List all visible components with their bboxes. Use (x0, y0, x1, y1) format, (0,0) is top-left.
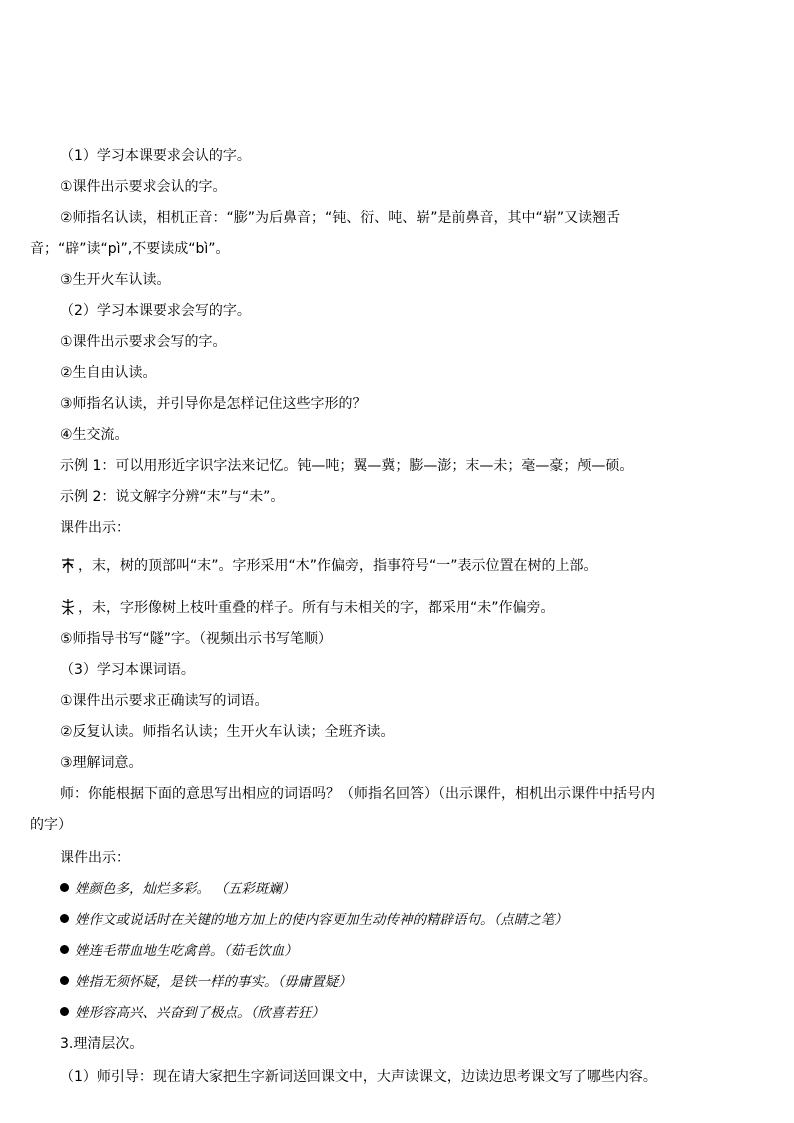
list-item (60, 1004, 325, 1022)
seal-script-mo-icon (60, 556, 76, 574)
section-heading: 3.理清层次。 (60, 1036, 144, 1052)
text-line: ①课件出示要求正确读写的词语。 (60, 693, 269, 709)
seal-mo-text: ，末，树的顶部叫“末”。字形采用“木”作偏旁，指事符号“一”表示位置在树的上部。 (78, 558, 598, 574)
text-line: 示例 2：说文解字分辨“末”与“未”。 (60, 489, 285, 505)
text-line: ④生交流。 (60, 427, 129, 443)
text-line: 的字） (30, 817, 72, 833)
text-line-with-seal-glyph (60, 556, 598, 575)
list-item-text: 㛗指无须怀疑，是铁一样的事实。（毋庸置疑） (75, 974, 352, 990)
text-line: ③师指名认读，并引导你是怎样记住这些字形的？ (60, 396, 367, 412)
list-item (60, 942, 298, 960)
text-line: （1）学习本课要求会认的字。 (60, 148, 251, 164)
seal-wei-text: ，未，字形像树上枝叶重叠的样子。所有与未相关的字，都采用“未”作偏旁。 (78, 600, 555, 616)
text-line: ②生自由认读。 (60, 365, 157, 381)
text-line: ⑤师指导书写“隧”字。（视频出示书写笔顺） (60, 631, 333, 647)
list-item-text: 㛗作文或说话时在关键的地方加上的使内容更加生动传神的精辟语句。（点睛之笔） (75, 912, 568, 928)
bullet-icon (60, 1007, 69, 1016)
list-item (60, 911, 568, 929)
text-line-with-seal-glyph (60, 598, 555, 617)
seal-script-wei-icon (60, 598, 76, 616)
text-line: ①课件出示要求会认的字。 (60, 179, 227, 195)
text-line: 音；“辟”读“pì”,不要读成“bì”。 (30, 241, 230, 257)
list-item (60, 880, 295, 898)
text-line: 师：你能根据下面的意思写出相应的词语吗？（师指名回答）（出示课件，相机出示课件中括号内 (60, 786, 655, 802)
text-line: ②反复认读。师指名认读；生开火车认读；全班齐读。 (60, 724, 395, 740)
bullet-icon (60, 945, 69, 954)
text-line: ③理解词意。 (60, 755, 143, 771)
bullet-icon (60, 883, 69, 892)
text-line: ③生开火车认读。 (60, 272, 171, 288)
list-item-text: 㛗形容高兴、兴奋到了极点。（欣喜若狂） (75, 1005, 325, 1021)
text-line: ①课件出示要求会写的字。 (60, 334, 227, 350)
text-line: 课件出示： (60, 850, 130, 866)
list-item (60, 973, 352, 991)
list-item-text: 㛗连毛带血地生吃禽兽。（茹毛饮血） (75, 943, 298, 959)
text-line: ②师指名认读，相机正音：“膨”为后鼻音；“钝、衍、吨、崭”是前鼻音，其中“崭”又读翘舌 (60, 210, 621, 226)
text-line: （2）学习本课要求会写的字。 (60, 303, 251, 319)
text-line: （3）学习本课词语。 (60, 662, 195, 678)
list-item-text: 㛗颜色多，灿烂多彩。 （五彩斑斓） (75, 881, 296, 897)
text-line: （1）师引导：现在请大家把生字新词送回课文中，大声读课文，边读边思考课文写了哪些内容。 (60, 1069, 657, 1085)
bullet-icon (60, 976, 69, 985)
text-line: 示例 1：可以用形近字识字法来记忆。钝—吨；翼—冀；膨—澎；末—未；毫—豪；颅—硕。 (60, 458, 634, 474)
bullet-icon (60, 914, 69, 923)
text-line: 课件出示： (60, 520, 130, 536)
